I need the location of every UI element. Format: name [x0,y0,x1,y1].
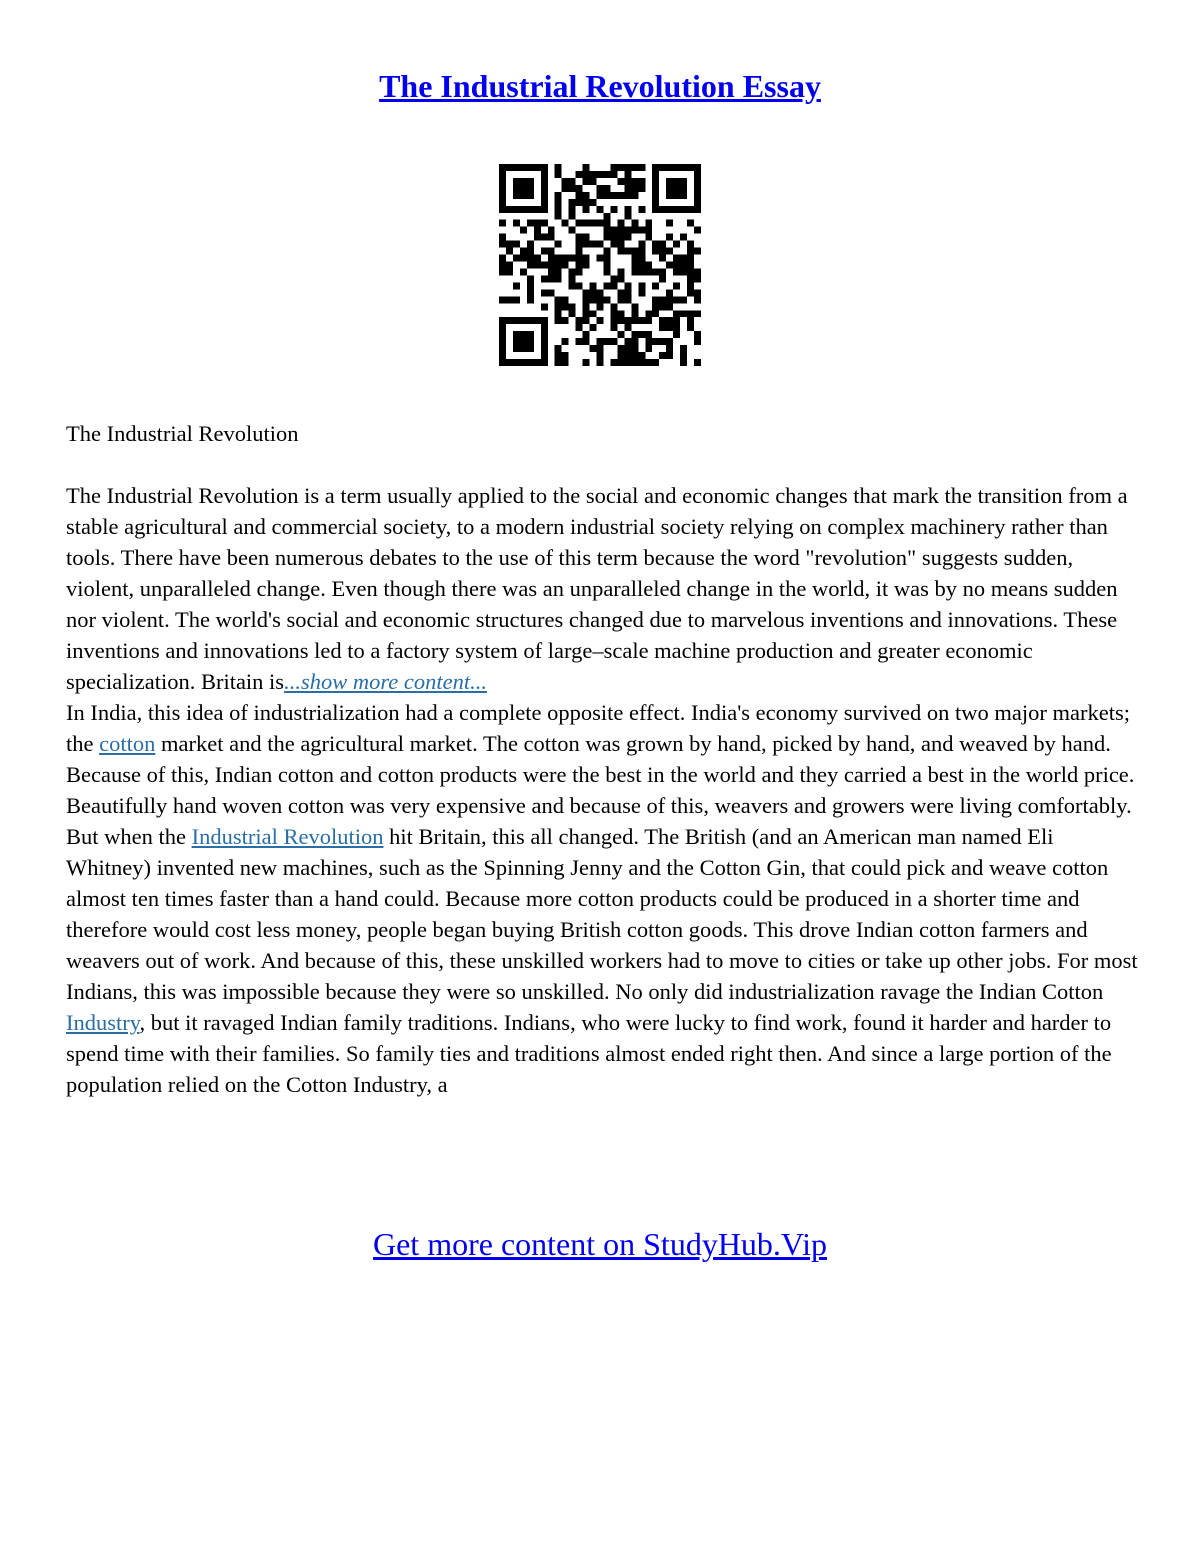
paragraph-india-text-4: , but it ravaged Indian family traditions. Indians, who were lucky to find work, found it harder and harder to spend time with their families. So family ties and traditions almost ended right then. And since a large portion of the population relied on the Cotton Industry, a [66,1010,1112,1097]
paragraph-intro [66,480,1141,697]
qr-code-icon [499,164,701,366]
show-more-link[interactable]: ...show more content... [284,669,487,694]
document-title [0,64,1200,108]
industrial-revolution-link[interactable]: Industrial Revolution [191,824,384,849]
studyhub-link[interactable]: Get more content on StudyHub.Vip [372,1226,827,1262]
essay-body [66,418,1141,1100]
industry-link[interactable]: Industry [66,1010,140,1035]
footer [0,1222,1200,1266]
paragraph-india-text-2: market and the agricultural market. The cotton was grown by hand, picked by hand, and weaved by hand. Because of this, Indian cotton and cotton products were the best in the world and they carried a best in the world price. Beautifully hand woven cotton was very expensive and because of this, weavers and growers were living comfortably. But when the [66,731,1135,849]
title-link[interactable]: The Industrial Revolution Essay [379,68,821,104]
paragraph-india-text-3: hit Britain, this all changed. The British (and an American man named Eli Whitney) invented new machines, such as the Spinning Jenny and the Cotton Gin, that could pick and weave cotton almost ten times faster than a hand could. Because more cotton products could be produced in a shorter time and therefore would cost less money, people began buying British cotton goods. This drove Indian cotton farmers and weavers out of work. And because of this, these unskilled workers had to move to cities or take up other jobs. For most Indians, this was impossible because they were so unskilled. No only did industrialization ravage the Indian Cotton [66,824,1138,1004]
cotton-link[interactable]: cotton [99,731,156,756]
section-heading: The Industrial Revolution [66,421,299,446]
paragraph-india-text-1: In India, this idea of industrialization had a complete opposite effect. India's economy survived on two major markets; the [66,700,1130,756]
paragraph-india [66,697,1141,1100]
paragraph-intro-text: The Industrial Revolution is a term usually applied to the social and economic changes that mark the transition from a stable agricultural and commercial society, to a modern industrial society relying on complex machinery rather than tools. There have been numerous debates to the use of this term because the word "revolution" suggests sudden, violent, unparalleled change. Even though there was an unparalleled change in the world, it was by no means sudden nor violent. The world's social and economic structures changed due to marvelous inventions and innovations. These inventions and innovations led to a factory system of large–scale machine production and greater economic specialization. Britain is [66,483,1128,694]
